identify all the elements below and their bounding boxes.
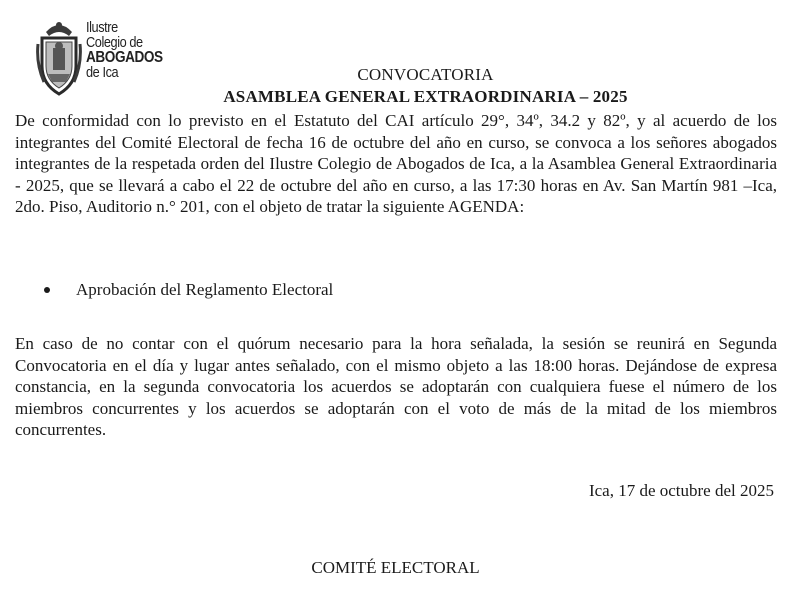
agenda-item-label: Aprobación del Reglamento Electoral — [76, 280, 334, 299]
signature-block: COMITÉ ELECTORAL — [311, 558, 480, 577]
document-subtitle: ASAMBLEA GENERAL EXTRAORDINARIA – 2025 — [223, 87, 628, 106]
agenda-item — [44, 280, 333, 300]
logo-line-1: Ilustre — [86, 19, 118, 36]
convocation-paragraph: De conformidad con lo previsto en el Estatuto del CAI artículo 29°, 34º, 34.2 y 82º, y al acuerdo de los integrantes del Comité Electoral de fecha 16 de octubre del año en curso, se convoca a los señores abogados integrantes de la respetada orden del Ilustre Colegio de Abogados de Ica, a la Asamblea General Extraordinaria - 2025, que se llevará a cabo el 22 de octubre del año en curso, a las 17:30 horas en Av. San Martín 981 –Ica, 2do. Piso, Auditorio n.° 201, con el objeto de tratar la siguiente AGENDA: — [15, 111, 777, 216]
logo-line-3: ABOGADOS — [86, 49, 163, 66]
document-date: Ica, 17 de octubre del 2025 — [588, 481, 774, 500]
logo-line-2: Colegio de — [86, 34, 143, 51]
bullet-icon — [44, 287, 50, 293]
quorum-paragraph: En caso de no contar con el quórum necesario para la hora señalada, la sesión se reunirá en Segunda Convocatoria en el día y lugar antes señalado, con el mismo objeto a las 18:00 horas. Dejándose de expresa constancia, en la segunda convocatoria los acuerdos se adoptarán con cualquiera fuese el número de los miembros concurrentes y los acuerdos se adoptarán con el voto de más de la mitad de los miembros concurrentes. — [15, 334, 777, 439]
logo-line-4: de Ica — [86, 64, 119, 81]
document-title: CONVOCATORIA — [357, 65, 494, 84]
